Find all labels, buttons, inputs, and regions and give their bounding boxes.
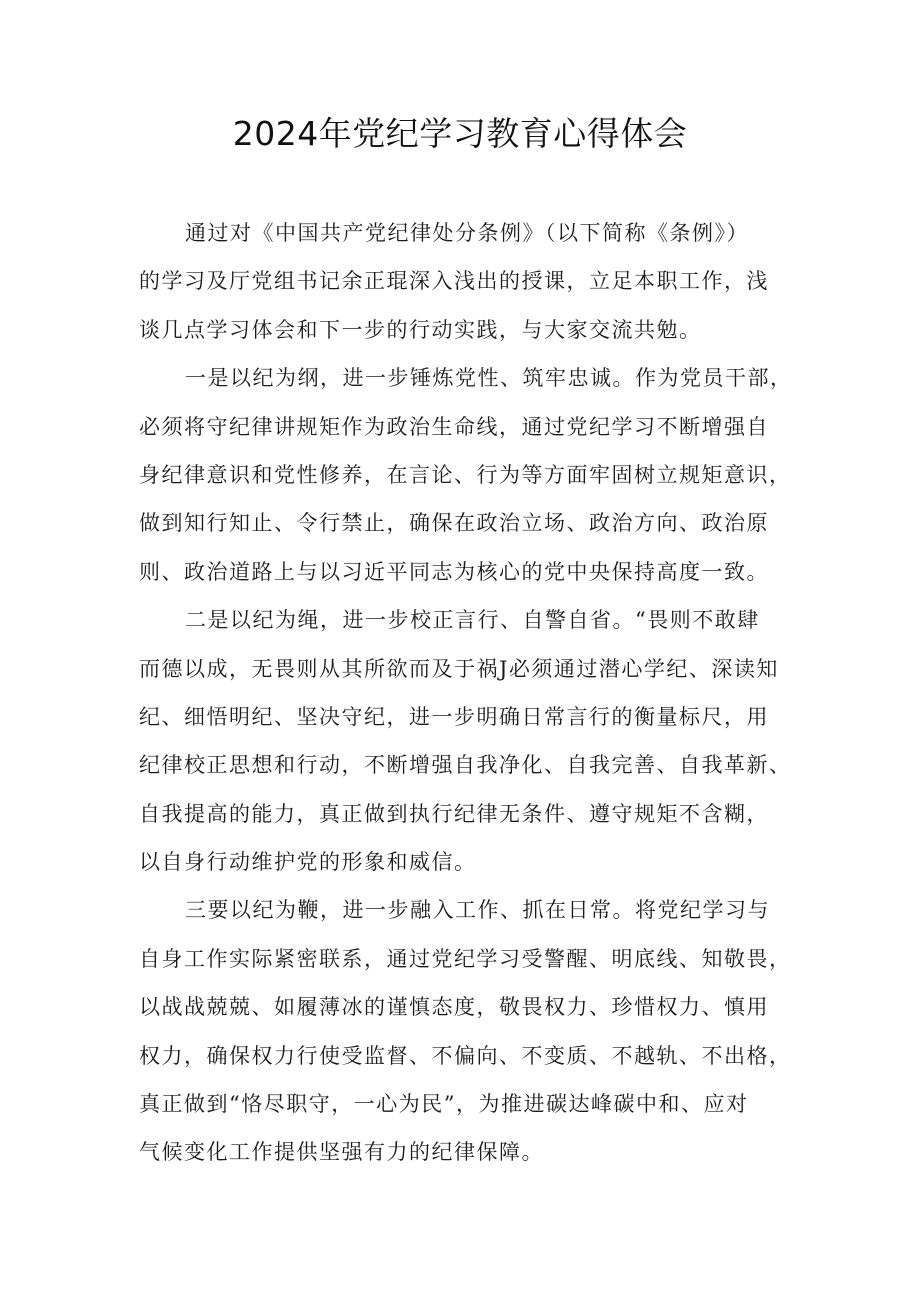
body-line: 权力，确保权力行使受监督、不偏向、不变质、不越轨、不出格， — [139, 1043, 792, 1068]
body-line: 纪、细悟明纪、坚决守纪，进一步明确日常言行的衡量标尺，用 — [139, 704, 769, 729]
document-title: 2024年党纪学习教育心得体会 — [232, 114, 688, 153]
body-line: 纪律校正思想和行动，不断增强自我净化、自我完善、自我革新、 — [139, 753, 792, 778]
body-line: 则、政治道路上与以习近平同志为核心的党中央保持高度一致。 — [139, 559, 769, 584]
body-line: 必须将守纪律讲规矩作为政治生命线，通过党纪学习不断增强自 — [139, 414, 769, 439]
body-line: 而德以成，无畏则从其所欲而及于祸J必须通过潜心学纪、深读知 — [139, 656, 779, 681]
document-body — [139, 209, 795, 1177]
body-line: 一是以纪为纲，进一步锤炼党性、筑牢忠诚。作为党员干部， — [185, 366, 793, 391]
body-line: 三要以纪为鞭，进一步融入工作、抓在日常。将党纪学习与 — [185, 898, 770, 923]
body-line: 谈几点学习体会和下一步的行动实践，与大家交流共勉。 — [139, 317, 702, 342]
body-line: 气候变化工作提供坚强有力的纪律保障。 — [139, 1140, 544, 1165]
body-line: 的学习及厅党组书记余正琨深入浅出的授课，立足本职工作，浅 — [139, 269, 769, 294]
body-line: 做到知行知止、令行禁止，确保在政治立场、政治方向、政治原 — [139, 511, 769, 536]
body-line: 二是以纪为绳，进一步校正言行、自警自省。“畏则不敢肆 — [185, 608, 760, 633]
body-line: 身纪律意识和党性修养，在言论、行为等方面牢固树立规矩意识， — [139, 462, 792, 487]
body-line: 自我提高的能力，真正做到执行纪律无条件、遵守规矩不含糊， — [139, 801, 769, 826]
body-line: 以战战兢兢、如履薄冰的谨慎态度，敬畏权力、珍惜权力、慎用 — [139, 995, 769, 1020]
body-line: 通过对《中国共产党纪律处分条例》（以下简称《条例》） — [185, 221, 749, 245]
body-line: 以自身行动维护党的形象和威信。 — [139, 850, 477, 875]
body-line: 真正做到“恪尽职守，一心为民”，为推进碳达峰碳中和、应对 — [139, 1092, 749, 1117]
body-line: 自身工作实际紧密联系，通过党纪学习受警醒、明底线、知敬畏， — [139, 946, 792, 971]
